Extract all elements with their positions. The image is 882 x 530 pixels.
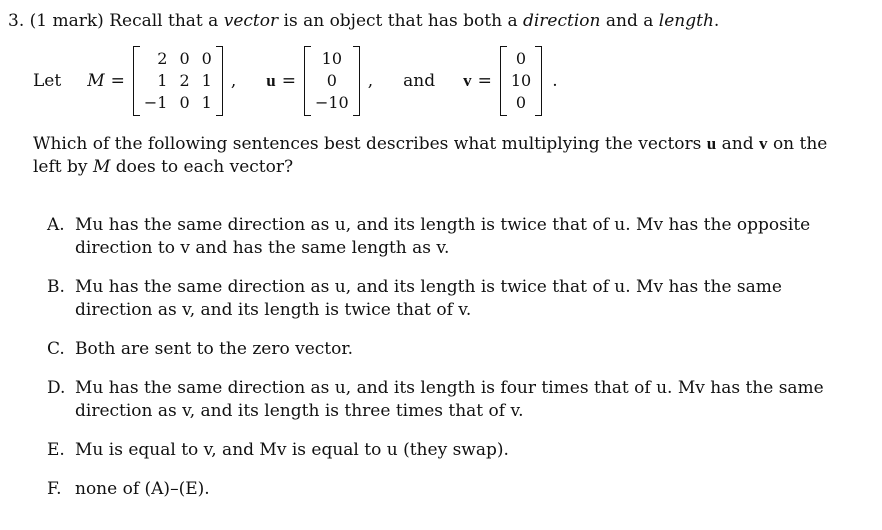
left-bracket: [500, 46, 507, 116]
matrix-m: [133, 46, 223, 116]
intro-text-c: and a: [605, 11, 654, 31]
vector-cell: 0: [515, 93, 527, 112]
prompt-by: by: [67, 156, 88, 177]
matrix-cell: 1: [201, 71, 212, 90]
matrix-cell: −1: [143, 93, 168, 112]
right-bracket: [216, 46, 223, 116]
vector-cell: 0: [326, 71, 337, 90]
matrix-cell: 2: [157, 49, 168, 68]
u-symbol: u: [266, 70, 276, 90]
option-f[interactable]: [47, 478, 853, 501]
let-label: Let: [33, 70, 62, 91]
matrix-cell: 1: [201, 93, 212, 112]
question-prompt: [33, 133, 853, 179]
definitions-row: [33, 44, 558, 118]
prompt-u: u: [706, 134, 717, 153]
prompt-line: [33, 133, 853, 179]
period: .: [552, 70, 558, 91]
right-bracket: [535, 46, 542, 116]
m-equals: =: [110, 70, 125, 91]
option-b[interactable]: [47, 276, 853, 322]
option-d[interactable]: [47, 377, 853, 423]
and-label: and: [403, 70, 436, 91]
prompt-text-2: does to each vector?: [115, 156, 294, 177]
option-a[interactable]: [47, 214, 853, 260]
matrix-cell: 1: [157, 71, 168, 90]
comma: ,: [230, 70, 237, 91]
vector-cell: 10: [321, 49, 343, 68]
question-number: 3.: [8, 11, 25, 31]
vector-v-cells: [507, 46, 535, 116]
vector-cell: 10: [510, 71, 532, 90]
v-equals: =: [477, 70, 492, 91]
option-text: none of (A)–(E).: [75, 478, 210, 499]
option-letter: C.: [47, 338, 65, 359]
v-symbol: v: [463, 70, 472, 90]
intro-end: .: [713, 11, 720, 31]
vector-u-cells: [311, 46, 353, 116]
prompt-text-1: Which of the following sentences best describes what multiplying the vectors: [33, 134, 702, 154]
term-vector: vector: [223, 11, 279, 31]
left-bracket: [133, 46, 140, 116]
prompt-text-end: on the left: [33, 134, 828, 177]
comma: ,: [367, 70, 374, 91]
option-text: Mu has the same direction as u, and its length is four times that of u. Mv has the same direction as v, and its length is three times that of v.: [75, 377, 824, 421]
matrix-cell: 2: [179, 71, 190, 90]
vector-cell: 0: [515, 49, 527, 68]
option-text: Mu has the same direction as u, and its length is twice that of u. Mv has the opposite direction to v and has the same length as v.: [75, 215, 811, 258]
option-text: Mu has the same direction as u, and its length is twice that of u. Mv has the same direction as v, and its length is twice that of v.: [75, 276, 782, 320]
option-c[interactable]: [47, 338, 853, 361]
option-letter: D.: [47, 377, 66, 398]
right-bracket: [353, 46, 360, 116]
matrix-cell: 0: [179, 49, 190, 68]
vector-cell: −10: [314, 93, 349, 112]
option-letter: A.: [47, 215, 65, 235]
matrix-cell: 0: [201, 49, 212, 68]
option-letter: E.: [47, 439, 65, 460]
matrix-m-cells: [140, 46, 216, 116]
vector-u: [304, 46, 360, 116]
matrix-cell: 0: [179, 93, 190, 112]
answer-options: [47, 214, 853, 516]
intro-text-b: is an object that has both a: [283, 11, 518, 31]
m-symbol: M: [87, 70, 105, 91]
term-direction: direction: [522, 11, 601, 31]
prompt-and: and: [721, 134, 754, 154]
option-e[interactable]: [47, 439, 853, 462]
option-letter: B.: [47, 276, 65, 297]
prompt-m: M: [92, 156, 111, 177]
option-text: Mu is equal to v, and Mv is equal to u (they swap).: [75, 439, 509, 460]
intro-text-a: Recall that a: [109, 11, 219, 31]
option-letter: F.: [47, 478, 62, 499]
vector-v: [500, 46, 542, 116]
prompt-v: v: [759, 134, 768, 153]
u-equals: =: [281, 70, 296, 91]
question-header: [8, 10, 719, 33]
option-text: Both are sent to the zero vector.: [75, 338, 354, 359]
term-length: length: [658, 11, 714, 31]
question-marks: (1 mark): [29, 11, 104, 31]
left-bracket: [304, 46, 311, 116]
